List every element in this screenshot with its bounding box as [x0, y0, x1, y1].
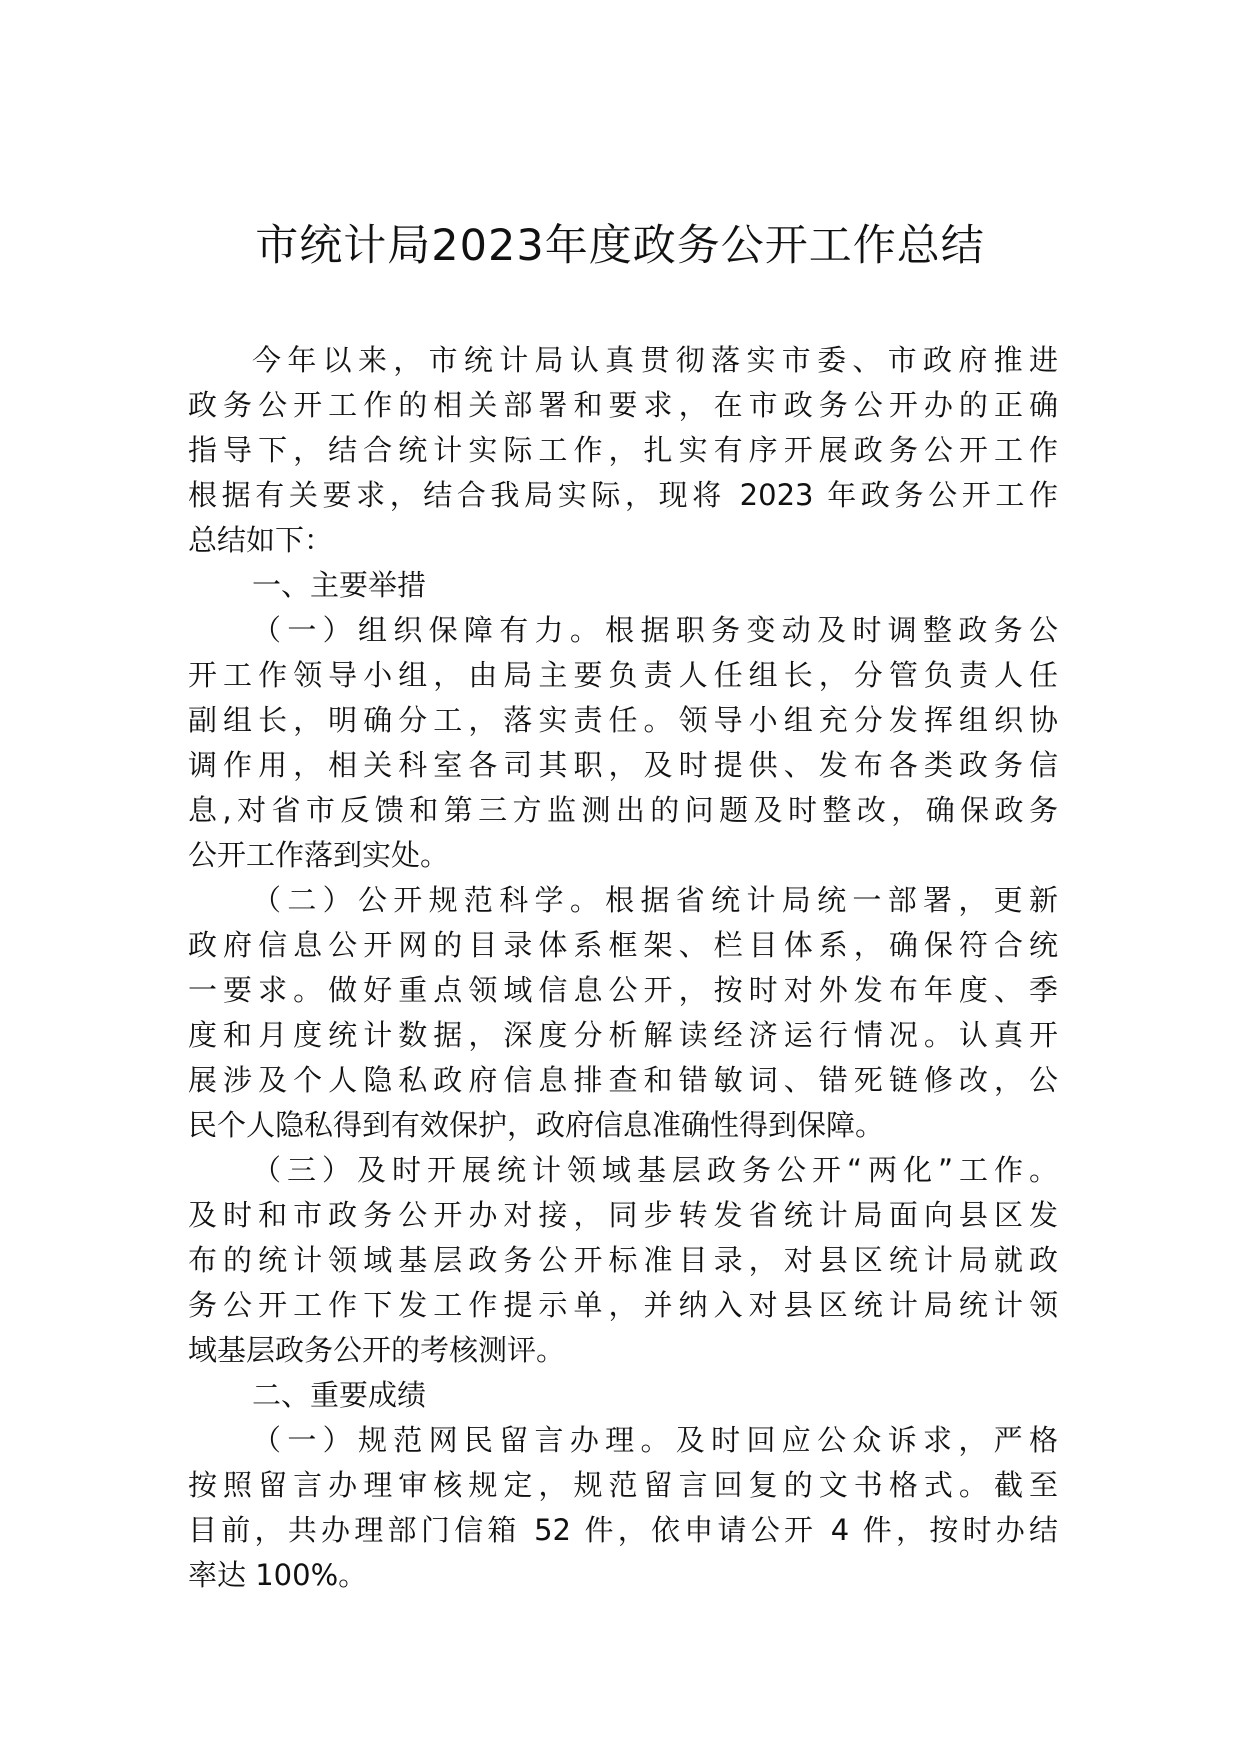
text-line: 今年以来，市统计局认真贯彻落实市委、市政府推进 [252, 343, 1058, 377]
document-title: 市统计局2023年度政务公开工作总结 [255, 221, 985, 271]
text-line: 及时和市政务公开办对接，同步转发省统计局面向县区发 [188, 1198, 1058, 1232]
text-line: 一要求。做好重点领域信息公开，按时对外发布年度、季 [188, 973, 1058, 1007]
text-line: （一）组织保障有力。根据职务变动及时调整政务公 [252, 613, 1058, 647]
text-line: 务公开工作下发工作提示单，并纳入对县区统计局统计领 [188, 1288, 1058, 1322]
text-line: （二）公开规范科学。根据省统计局统一部署，更新 [252, 883, 1058, 917]
section-heading-text: 一、主要举措 [252, 568, 427, 602]
text-line: 布的统计领域基层政务公开标准目录，对县区统计局就政 [188, 1243, 1058, 1277]
text-line: 政务公开工作的相关部署和要求，在市政务公开办的正确 [188, 388, 1058, 422]
section-heading-achievements [188, 1373, 1058, 1418]
text-line: 率达 100%。 [188, 1558, 368, 1592]
text-line: 度和月度统计数据，深度分析解读经济运行情况。认真开 [188, 1018, 1058, 1052]
text-line: 政府信息公开网的目录体系框架、栏目体系，确保符合统 [188, 928, 1058, 962]
measure-item-standardization [188, 878, 1058, 1148]
text-line: （一）规范网民留言办理。及时回应公众诉求，严格 [252, 1423, 1058, 1457]
text-line: 域基层政务公开的考核测评。 [188, 1333, 566, 1367]
section-heading-main-measures [188, 563, 1058, 608]
text-line: 目前，共办理部门信箱 52 件，依申请公开 4 件，按时办结 [188, 1513, 1058, 1547]
text-line: 调作用，相关科室各司其职，及时提供、发布各类政务信 [188, 748, 1058, 782]
text-line: 息,对省市反馈和第三方监测出的问题及时整改，确保政务 [188, 793, 1058, 827]
text-line: 按照留言办理审核规定，规范留言回复的文书格式。截至 [188, 1468, 1058, 1502]
text-line: 指导下，结合统计实际工作，扎实有序开展政务公开工作 [188, 433, 1058, 467]
text-line: 根据有关要求，结合我局实际，现将 2023 年政务公开工作 [188, 478, 1058, 512]
text-line: 民个人隐私得到有效保护，政府信息准确性得到保障。 [188, 1108, 885, 1142]
achievement-item-messages [188, 1418, 1058, 1598]
document-body [188, 338, 1058, 1598]
section-heading-text: 二、重要成绩 [252, 1378, 427, 1412]
text-line: （三）及时开展统计领域基层政务公开“两化”工作。 [252, 1153, 1058, 1187]
text-line: 公开工作落到实处。 [188, 838, 450, 872]
text-line: 副组长，明确分工，落实责任。领导小组充分发挥组织协 [188, 703, 1058, 737]
measure-item-organization [188, 608, 1058, 878]
intro-paragraph [188, 338, 1058, 563]
text-line: 展涉及个人隐私政府信息排查和错敏词、错死链修改，公 [188, 1063, 1058, 1097]
text-line: 总结如下： [188, 523, 334, 557]
text-line: 开工作领导小组，由局主要负责人任组长，分管负责人任 [188, 658, 1058, 692]
measure-item-grassroots [188, 1148, 1058, 1373]
